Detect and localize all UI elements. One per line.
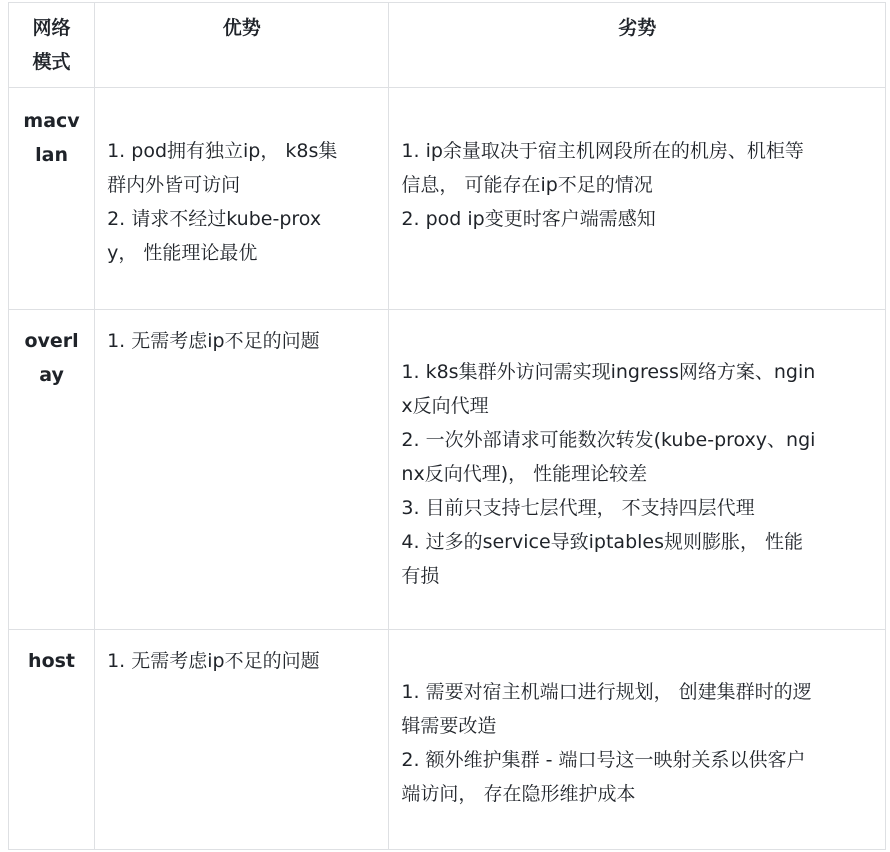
disadvantage-text: 1. k8s集群外访问需实现ingress网络方案、ngin [401,361,816,383]
table-row-overlay [9,310,886,630]
header-disadvantages: 劣势 [389,3,886,88]
advantage-text: 1. 无需考虑ip不足的问题 [107,650,320,672]
disadvantage-text: 4. 过多的service导致iptables规则膨胀， 性能 [401,531,804,553]
table-row-host [9,630,886,850]
header-mode-line: 网络 [32,17,71,39]
header-mode-line: 模式 [32,51,71,73]
disadvantage-text: 端访问， 存在隐形维护成本 [401,783,636,805]
table-header-row [9,3,886,88]
table-row-macvlan [9,88,886,310]
disadvantage-text: 信息， 可能存在ip不足的情况 [401,174,653,196]
disadvantage-text: x反向代理 [401,395,489,417]
advantage-text: y， 性能理论最优 [107,242,258,264]
disadvantage-text: 2. pod ip变更时客户端需感知 [401,208,656,230]
disadvantages-cell-macvlan [389,88,886,310]
disadvantage-text: 2. 一次外部请求可能数次转发(kube-proxy、ngi [401,429,816,451]
disadvantage-text: 1. 需要对宿主机端口进行规划， 创建集群时的逻 [401,681,812,703]
disadvantage-text: nx反向代理)， 性能理论较差 [401,463,648,485]
advantage-text: 群内外皆可访问 [107,174,241,196]
mode-text: overl [24,330,79,352]
disadvantage-text: 2. 额外维护集群 - 端口号这一映射关系以供客户 [401,749,806,771]
mode-text: ay [39,364,64,386]
advantages-cell-macvlan [95,88,389,310]
advantages-cell-overlay [95,310,389,630]
mode-text: macv [23,110,80,132]
mode-cell-host [9,630,95,850]
header-advantages: 优势 [95,3,389,88]
mode-text: host [28,650,76,672]
disadvantages-cell-host [389,630,886,850]
advantages-cell-host [95,630,389,850]
advantage-text: 1. pod拥有独立ip， k8s集 [107,140,338,162]
advantage-text: 1. 无需考虑ip不足的问题 [107,330,320,352]
mode-cell-macvlan [9,88,95,310]
disadvantage-text: 1. ip余量取决于宿主机网段所在的机房、机柜等 [401,140,804,162]
header-network-mode [9,3,95,88]
mode-cell-overlay [9,310,95,630]
network-mode-comparison-table [8,2,886,850]
advantage-text: 2. 请求不经过kube-prox [107,208,322,230]
disadvantages-cell-overlay [389,310,886,630]
mode-text: lan [35,144,68,166]
disadvantage-text: 有损 [401,565,440,587]
disadvantage-text: 辑需要改造 [401,715,497,737]
disadvantage-text: 3. 目前只支持七层代理， 不支持四层代理 [401,497,755,519]
